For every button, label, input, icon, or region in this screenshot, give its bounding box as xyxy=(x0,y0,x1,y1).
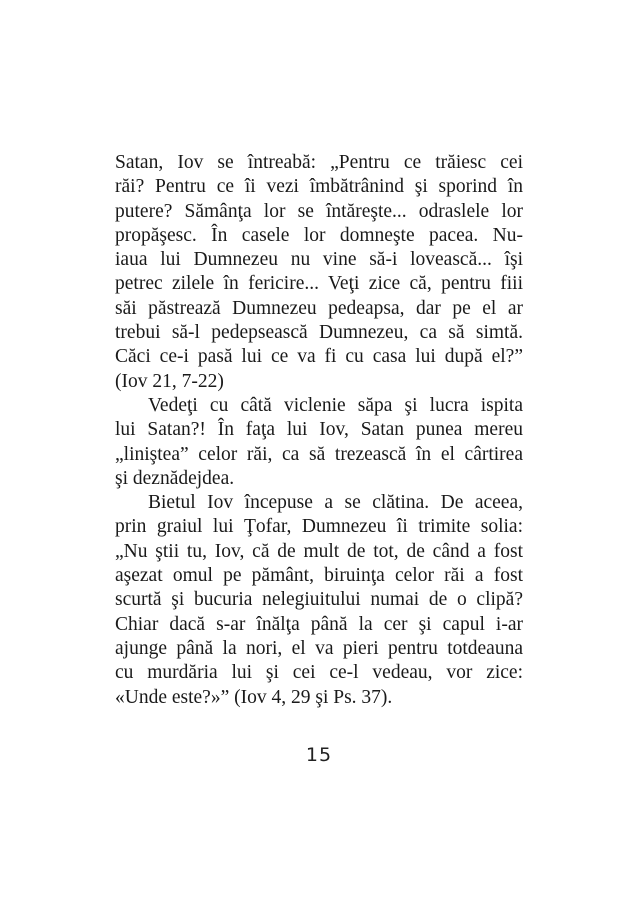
text-line: lui Satan?! În faţa lui Iov, Satan punea mereu xyxy=(115,419,523,441)
text-line: putere? Sămânţa lor se întăreşte... odraslele lor xyxy=(115,200,523,222)
text-line: ajunge până la nori, el va pieri pentru totdeauna xyxy=(115,637,523,659)
text-line: Bietul Iov începuse a se clătina. De aceea, xyxy=(148,492,523,514)
text-line: scurtă şi bucuria nelegiuitului numai de o clipă? xyxy=(115,589,523,611)
text-line: Satan, Iov se întreabă: „Pentru ce trăiesc cei xyxy=(115,152,523,173)
text-line: răi? Pentru ce îi vezi îmbătrânind şi sporind în xyxy=(115,176,523,198)
paragraph xyxy=(115,491,523,710)
text-line: (Iov 21, 7-22) xyxy=(115,370,224,392)
text-line: cu murdăria lui şi cei ce-l vedeau, vor zice: xyxy=(115,662,523,684)
text-line: petrec zilele în fericire... Veţi zice că, pentru fiii xyxy=(115,273,523,295)
text-line: prin graiul lui Ţofar, Dumnezeu îi trimite solia: xyxy=(115,516,523,538)
text-line: „Nu ştii tu, Iov, că de mult de tot, de când a fost xyxy=(115,540,523,562)
text-line: Vedeţi cu câtă viclenie săpa şi lucra ispita xyxy=(148,394,523,416)
text-line: săi păstrează Dumnezeu pedeapsa, dar pe el ar xyxy=(115,297,523,319)
text-line: Căci ce-i pasă lui ce va fi cu casa lui după el?” xyxy=(115,346,523,368)
text-line: şi deznădejdea. xyxy=(115,467,235,489)
text-line: trebui să-l pedepsească Dumnezeu, ca să simtă. xyxy=(115,322,523,344)
page-number: 15 xyxy=(305,744,333,766)
text-line: iaua lui Dumnezeu nu vine să-i lovească... îşi xyxy=(115,249,523,271)
text-line: Chiar dacă s-ar înălţa până la cer şi capul i-ar xyxy=(115,613,523,635)
text-line: „liniştea” celor răi, ca să trezească în el cârtirea xyxy=(115,443,523,465)
text-line: «Unde este?»” (Iov 4, 29 şi Ps. 37). xyxy=(115,686,393,708)
paragraph xyxy=(115,394,523,491)
text-line: propăşesc. În casele lor domneşte pacea. Nu- xyxy=(115,224,523,246)
paragraph xyxy=(115,151,523,394)
body-text xyxy=(115,151,523,710)
text-line: aşezat omul pe pământ, biruinţa celor răi a fost xyxy=(115,565,523,587)
